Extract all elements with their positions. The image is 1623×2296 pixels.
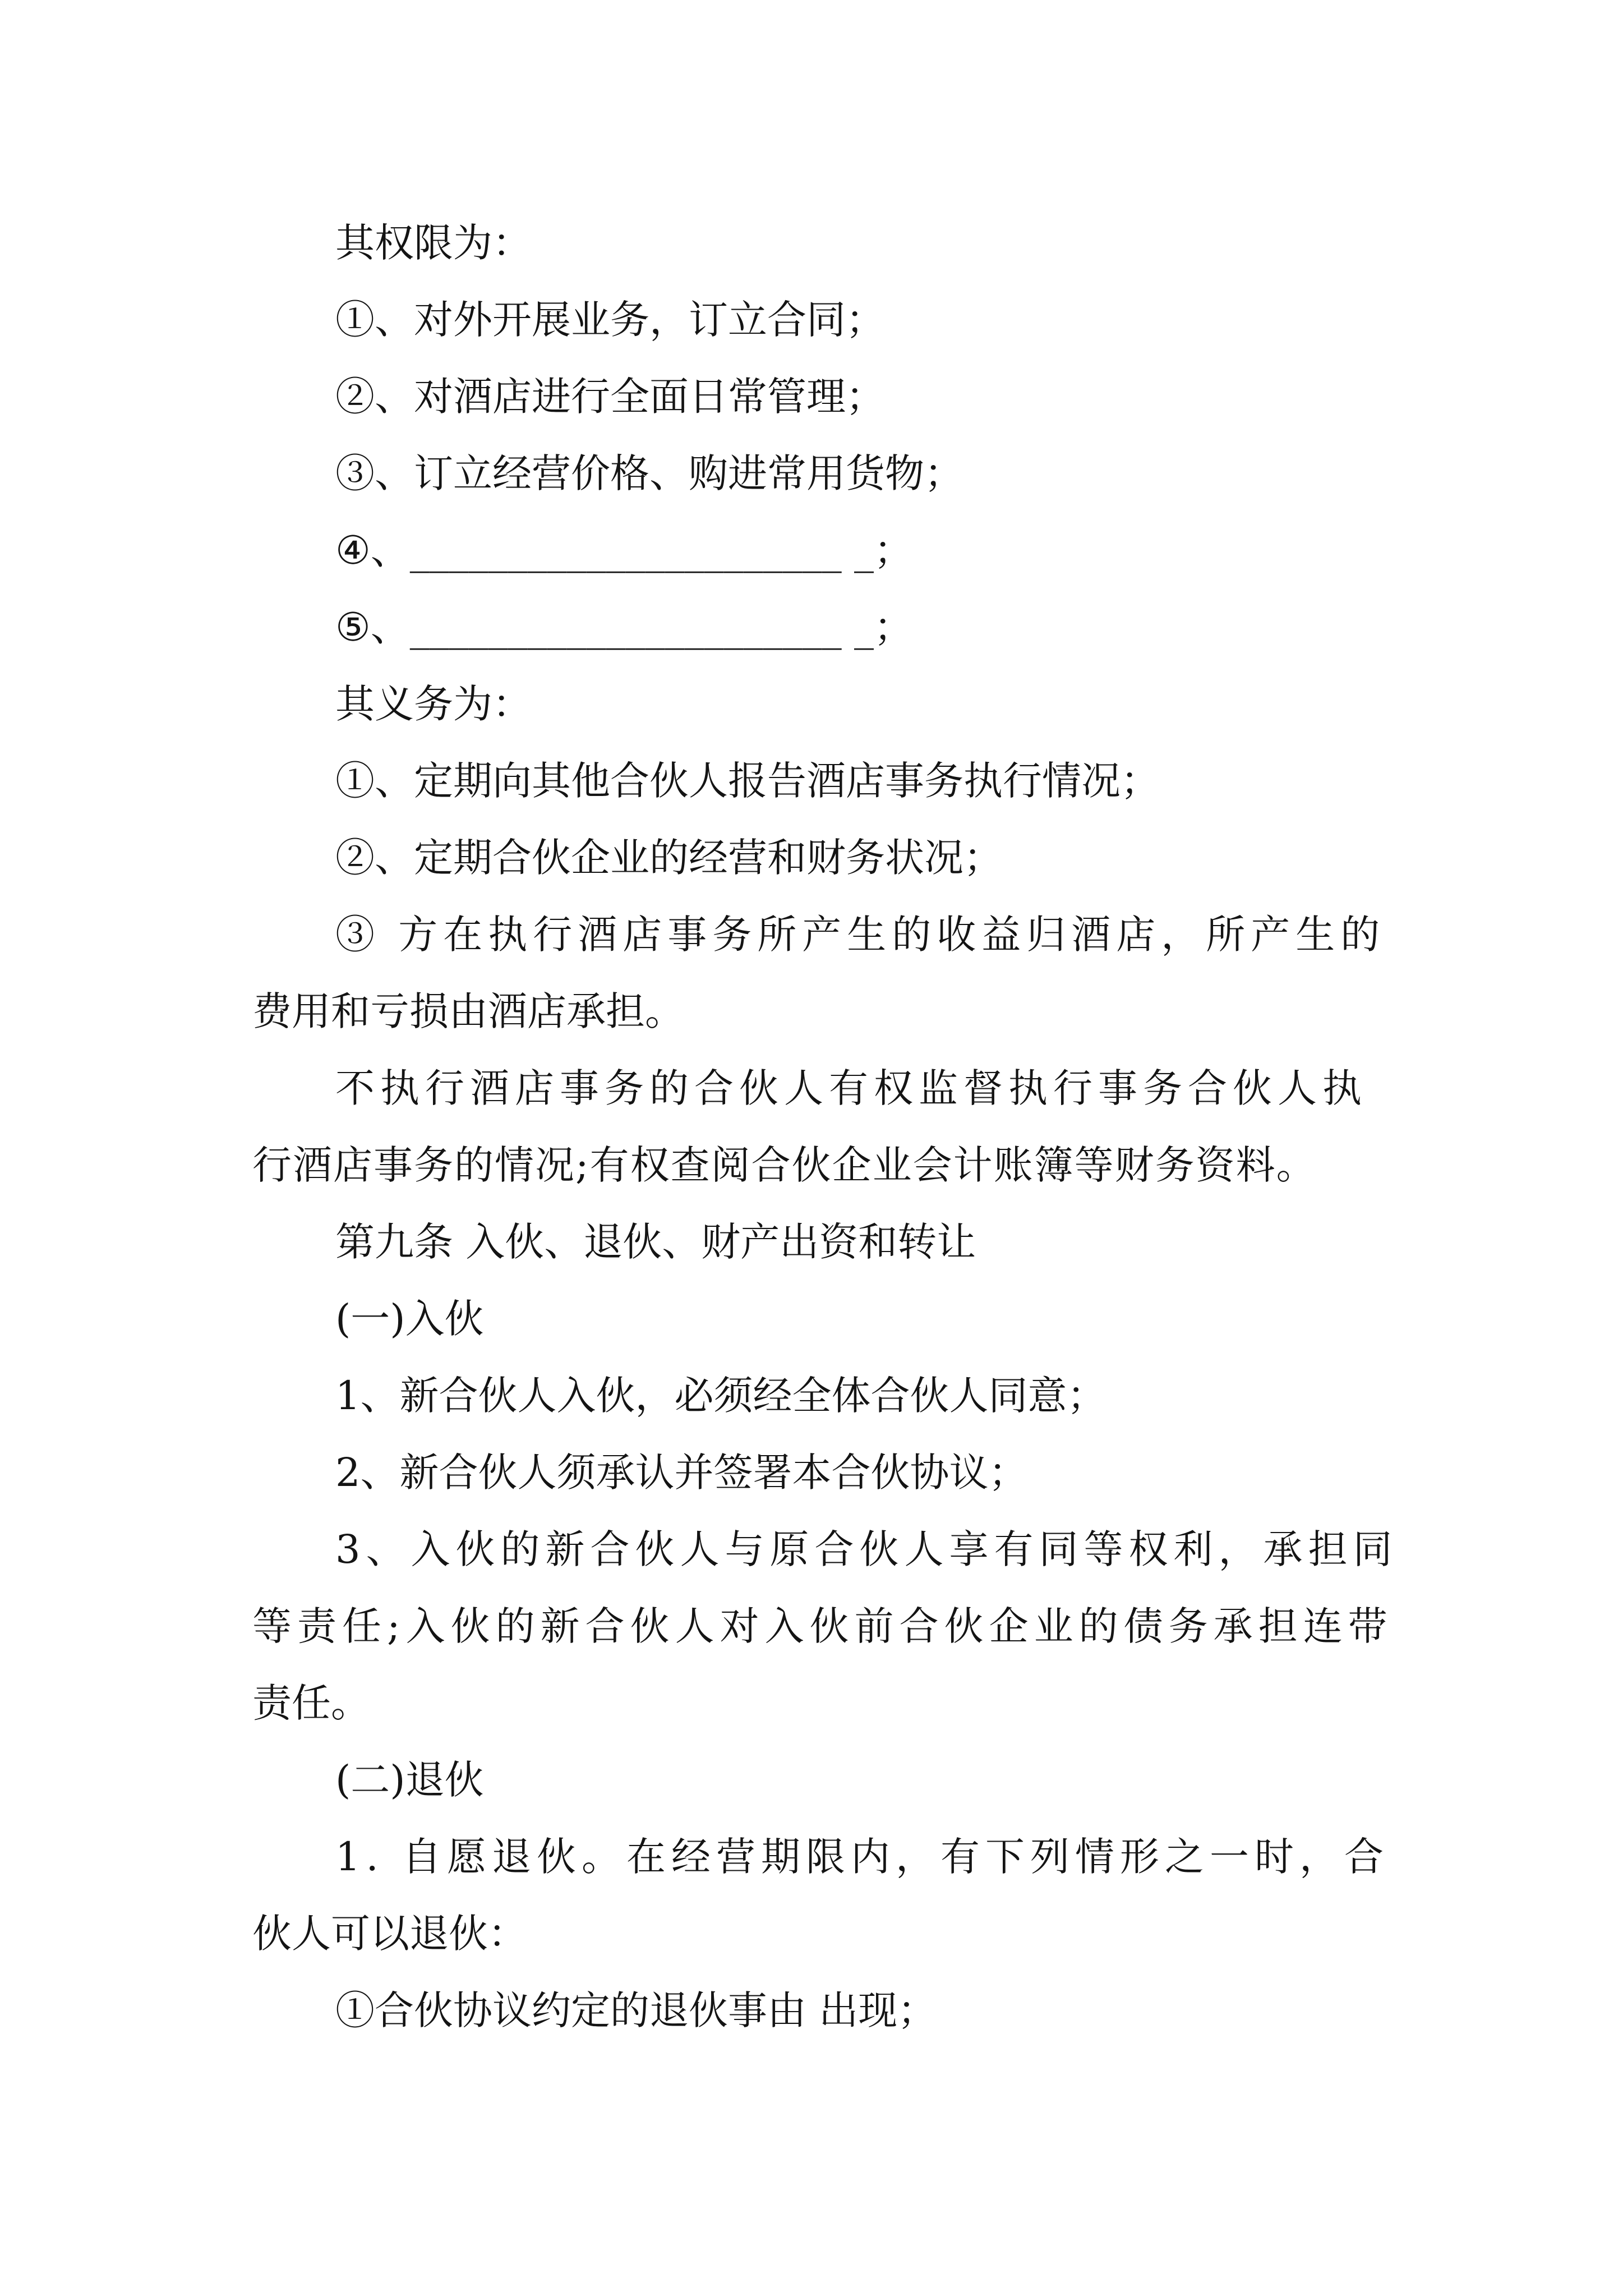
text-line: 2、新合伙人须承认并签署本合伙协议；: [335, 1450, 1028, 1496]
text-line: (二)退伙: [335, 1757, 484, 1803]
text-line: ⑤、______________________ _；: [335, 604, 914, 650]
text-line: 其权限为：: [335, 220, 532, 266]
text-line: 1. 自愿退伙。在经营期限内，有下列情形之一时，合: [335, 1834, 1390, 1880]
text-line: 责任。: [252, 1680, 370, 1726]
text-line: ①、对外开展业务，订立合同；: [335, 297, 885, 343]
text-line: ③、订立经营价格、购进常用货物；: [335, 450, 963, 496]
text-line: ③ 方在执行酒店事务所产生的收益归酒店，所产生的: [335, 912, 1386, 958]
text-line: ①合伙协议约定的退伙事由 出现；: [335, 1987, 937, 2033]
text-line: (一)入伙: [335, 1296, 484, 1342]
text-line: 3、入伙的新合伙人与原合伙人享有同等权利，承担同: [335, 1526, 1398, 1572]
text-line: 其义务为：: [335, 681, 532, 727]
text-line: ②、定期合伙企业的经营和财务状况；: [335, 835, 1003, 881]
text-line: 不执行酒店事务的合伙人有权监督执行事务合伙人执: [335, 1065, 1367, 1111]
text-line: ④、______________________ _；: [335, 527, 914, 573]
text-line: ②、对酒店进行全面日常管理；: [335, 374, 885, 420]
text-line: 行酒店事务的情况;有权查阅合伙企业会计账簿等财务资料。: [252, 1142, 1317, 1188]
text-line: 等责任;入伙的新合伙人对入伙前合伙企业的债务承担连带: [252, 1603, 1393, 1649]
text-line: ①、定期向其他合伙人报告酒店事务执行情况；: [335, 758, 1160, 804]
text-line: 费用和亏损由酒店承担。: [252, 988, 684, 1034]
text-line: 第九条 入伙、退伙、财产出资和转让: [335, 1219, 976, 1265]
text-line: 伙人可以退伙：: [252, 1911, 527, 1957]
text-line: 1、新合伙人入伙，必须经全体合伙人同意；: [335, 1373, 1106, 1419]
